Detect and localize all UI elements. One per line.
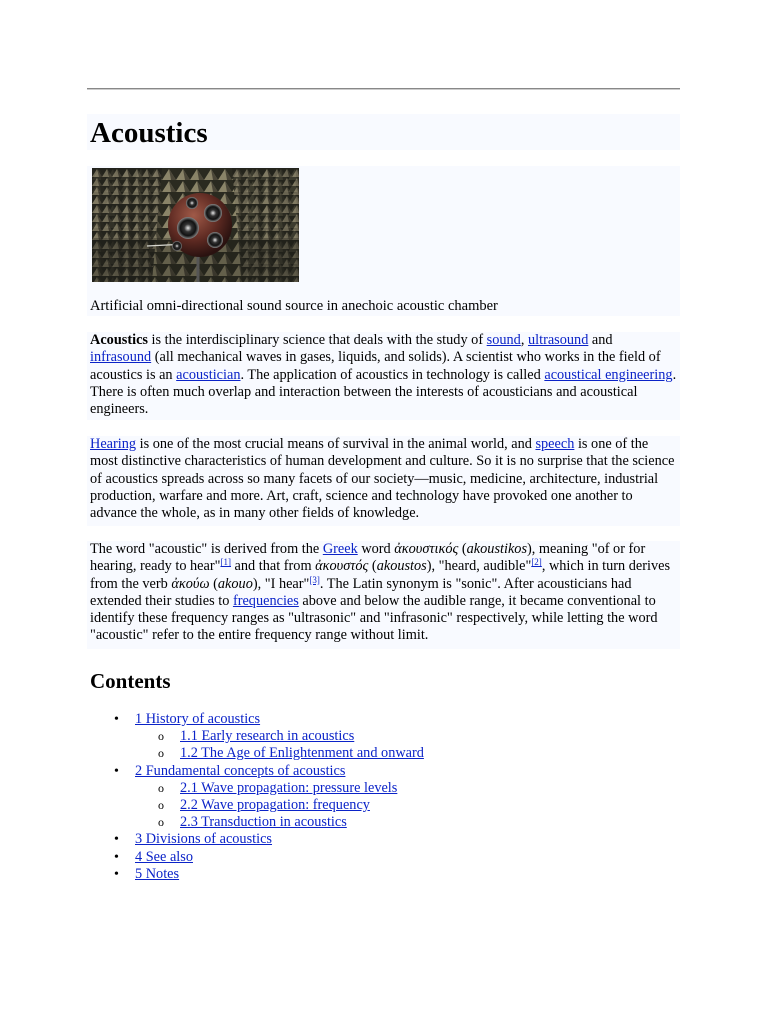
toc-item <box>87 745 680 762</box>
toc-item <box>87 711 680 728</box>
bullet-icon: • <box>114 866 119 882</box>
text-span: above and below the audible range, it became conventional to identify these frequency ranges as "ultrasonic" and "infrasonic" respectively, while letting the word "acoustic" refer to the entire frequency range without limit. <box>90 592 658 644</box>
toc-item <box>87 866 680 883</box>
circle-bullet-icon: o <box>158 729 164 744</box>
transliteration: akoustikos <box>466 541 528 557</box>
circle-bullet-icon: o <box>158 815 164 830</box>
reference-2[interactable]: [2] <box>531 557 542 568</box>
text-span: ), meaning "of or for hearing, ready to hear" <box>90 541 646 575</box>
bullet-icon: • <box>114 712 119 727</box>
text-span: is one of the most crucial means of survival in the animal world, and <box>136 436 536 452</box>
text-span: ), "heard, audible" <box>426 558 532 575</box>
title-block <box>87 114 680 150</box>
text-span: , <box>520 332 528 348</box>
bullet-icon: • <box>114 763 119 779</box>
text-span: ( <box>209 575 218 592</box>
text-span: , which in turn derives from the verb <box>90 558 671 592</box>
hearing-paragraph <box>87 436 680 526</box>
contents-heading: Contents <box>90 669 171 693</box>
link-hearing[interactable]: Hearing <box>90 436 137 452</box>
reference-3[interactable]: [3] <box>309 574 320 585</box>
link-infrasound[interactable]: infrasound <box>90 349 152 366</box>
transliteration: akoustos <box>376 558 427 575</box>
toc-link-pressure-levels[interactable]: 2.1 Wave propagation: pressure levels <box>180 779 398 796</box>
link-ultrasound[interactable]: ultrasound <box>527 332 589 348</box>
top-horizontal-rule <box>87 88 680 90</box>
toc-link-fundamental-concepts[interactable]: 2 Fundamental concepts of acoustics <box>135 762 346 779</box>
transliteration: akouo <box>217 575 253 592</box>
toc-item <box>87 814 680 831</box>
anechoic-chamber-image[interactable] <box>92 168 299 282</box>
term-acoustics: Acoustics <box>90 332 148 348</box>
toc-item <box>87 849 680 866</box>
text-span: word <box>357 541 395 557</box>
text-span: and <box>588 332 613 348</box>
circle-bullet-icon: o <box>158 798 164 813</box>
link-speech[interactable]: speech <box>535 436 575 452</box>
circle-bullet-icon: o <box>158 780 164 795</box>
link-sound[interactable]: sound <box>486 332 521 348</box>
toc-link-early-research[interactable]: 1.1 Early research in acoustics <box>180 728 355 745</box>
greek-word: ἀκουστός <box>315 558 369 575</box>
toc-item <box>87 728 680 745</box>
text-span: . The application of acoustics in technology is called <box>240 366 545 383</box>
text-span: ), "I hear" <box>252 575 310 592</box>
text-span: is one of the most distinctive characteristics of human development and culture. So it is no surprise that the science of acoustics spreads across so many facets of our society—music, medicine, architecture, industrial production, warfare and more. Art, craft, science and technology have provoked one another to advance the whole, as in many other fields of knowledge. <box>90 436 675 522</box>
toc-item <box>87 797 680 814</box>
figure-caption: Artificial omni-directional sound source in anechoic acoustic chamber <box>90 298 498 314</box>
circle-bullet-icon: o <box>158 746 164 761</box>
toc-link-history[interactable]: 1 History of acoustics <box>135 711 261 727</box>
toc-item <box>87 831 680 848</box>
text-span: (all mechanical waves in gases, liquids, and solids). A scientist who works in the field of acoustics is an <box>90 349 661 383</box>
bullet-icon: • <box>114 832 119 848</box>
text-span: is the interdisciplinary science that deals with the study of <box>147 332 487 348</box>
text-span: ( <box>368 558 377 575</box>
link-acoustician[interactable]: acoustician <box>176 366 241 383</box>
toc-link-enlightenment[interactable]: 1.2 The Age of Enlightenment and onward <box>180 745 424 762</box>
bullet-icon: • <box>114 849 119 865</box>
etymology-paragraph <box>87 541 680 649</box>
link-frequencies[interactable]: frequencies <box>232 592 299 609</box>
reference-1[interactable]: [1] <box>220 557 231 568</box>
text-span: . There is often much overlap and interaction between the interests of acousticians and acoustical engineers. <box>90 366 677 418</box>
greek-word: ἀκουστικός <box>394 541 459 557</box>
toc-link-see-also[interactable]: 4 See also <box>135 848 193 865</box>
toc-item <box>87 780 680 797</box>
text-span: ( <box>458 541 467 557</box>
text-span: and that from <box>230 558 316 575</box>
link-greek[interactable]: Greek <box>322 541 358 557</box>
link-acoustical-engineering[interactable]: acoustical engineering <box>544 366 673 383</box>
toc-item <box>87 763 680 780</box>
figure-block <box>87 166 680 316</box>
page-title: Acoustics <box>90 117 208 149</box>
toc-link-frequency[interactable]: 2.2 Wave propagation: frequency <box>180 797 370 814</box>
toc-link-transduction[interactable]: 2.3 Transduction in acoustics <box>180 814 347 831</box>
intro-paragraph <box>87 332 680 420</box>
toc-link-notes[interactable]: 5 Notes <box>135 865 180 882</box>
greek-word: ἀκούω <box>171 575 210 592</box>
table-of-contents <box>87 711 680 883</box>
text-span: . The Latin synonym is "sonic". After acousticians had extended their studies to <box>90 575 632 609</box>
toc-link-divisions[interactable]: 3 Divisions of acoustics <box>135 831 273 848</box>
text-span: The word "acoustic" is derived from the <box>90 541 323 557</box>
